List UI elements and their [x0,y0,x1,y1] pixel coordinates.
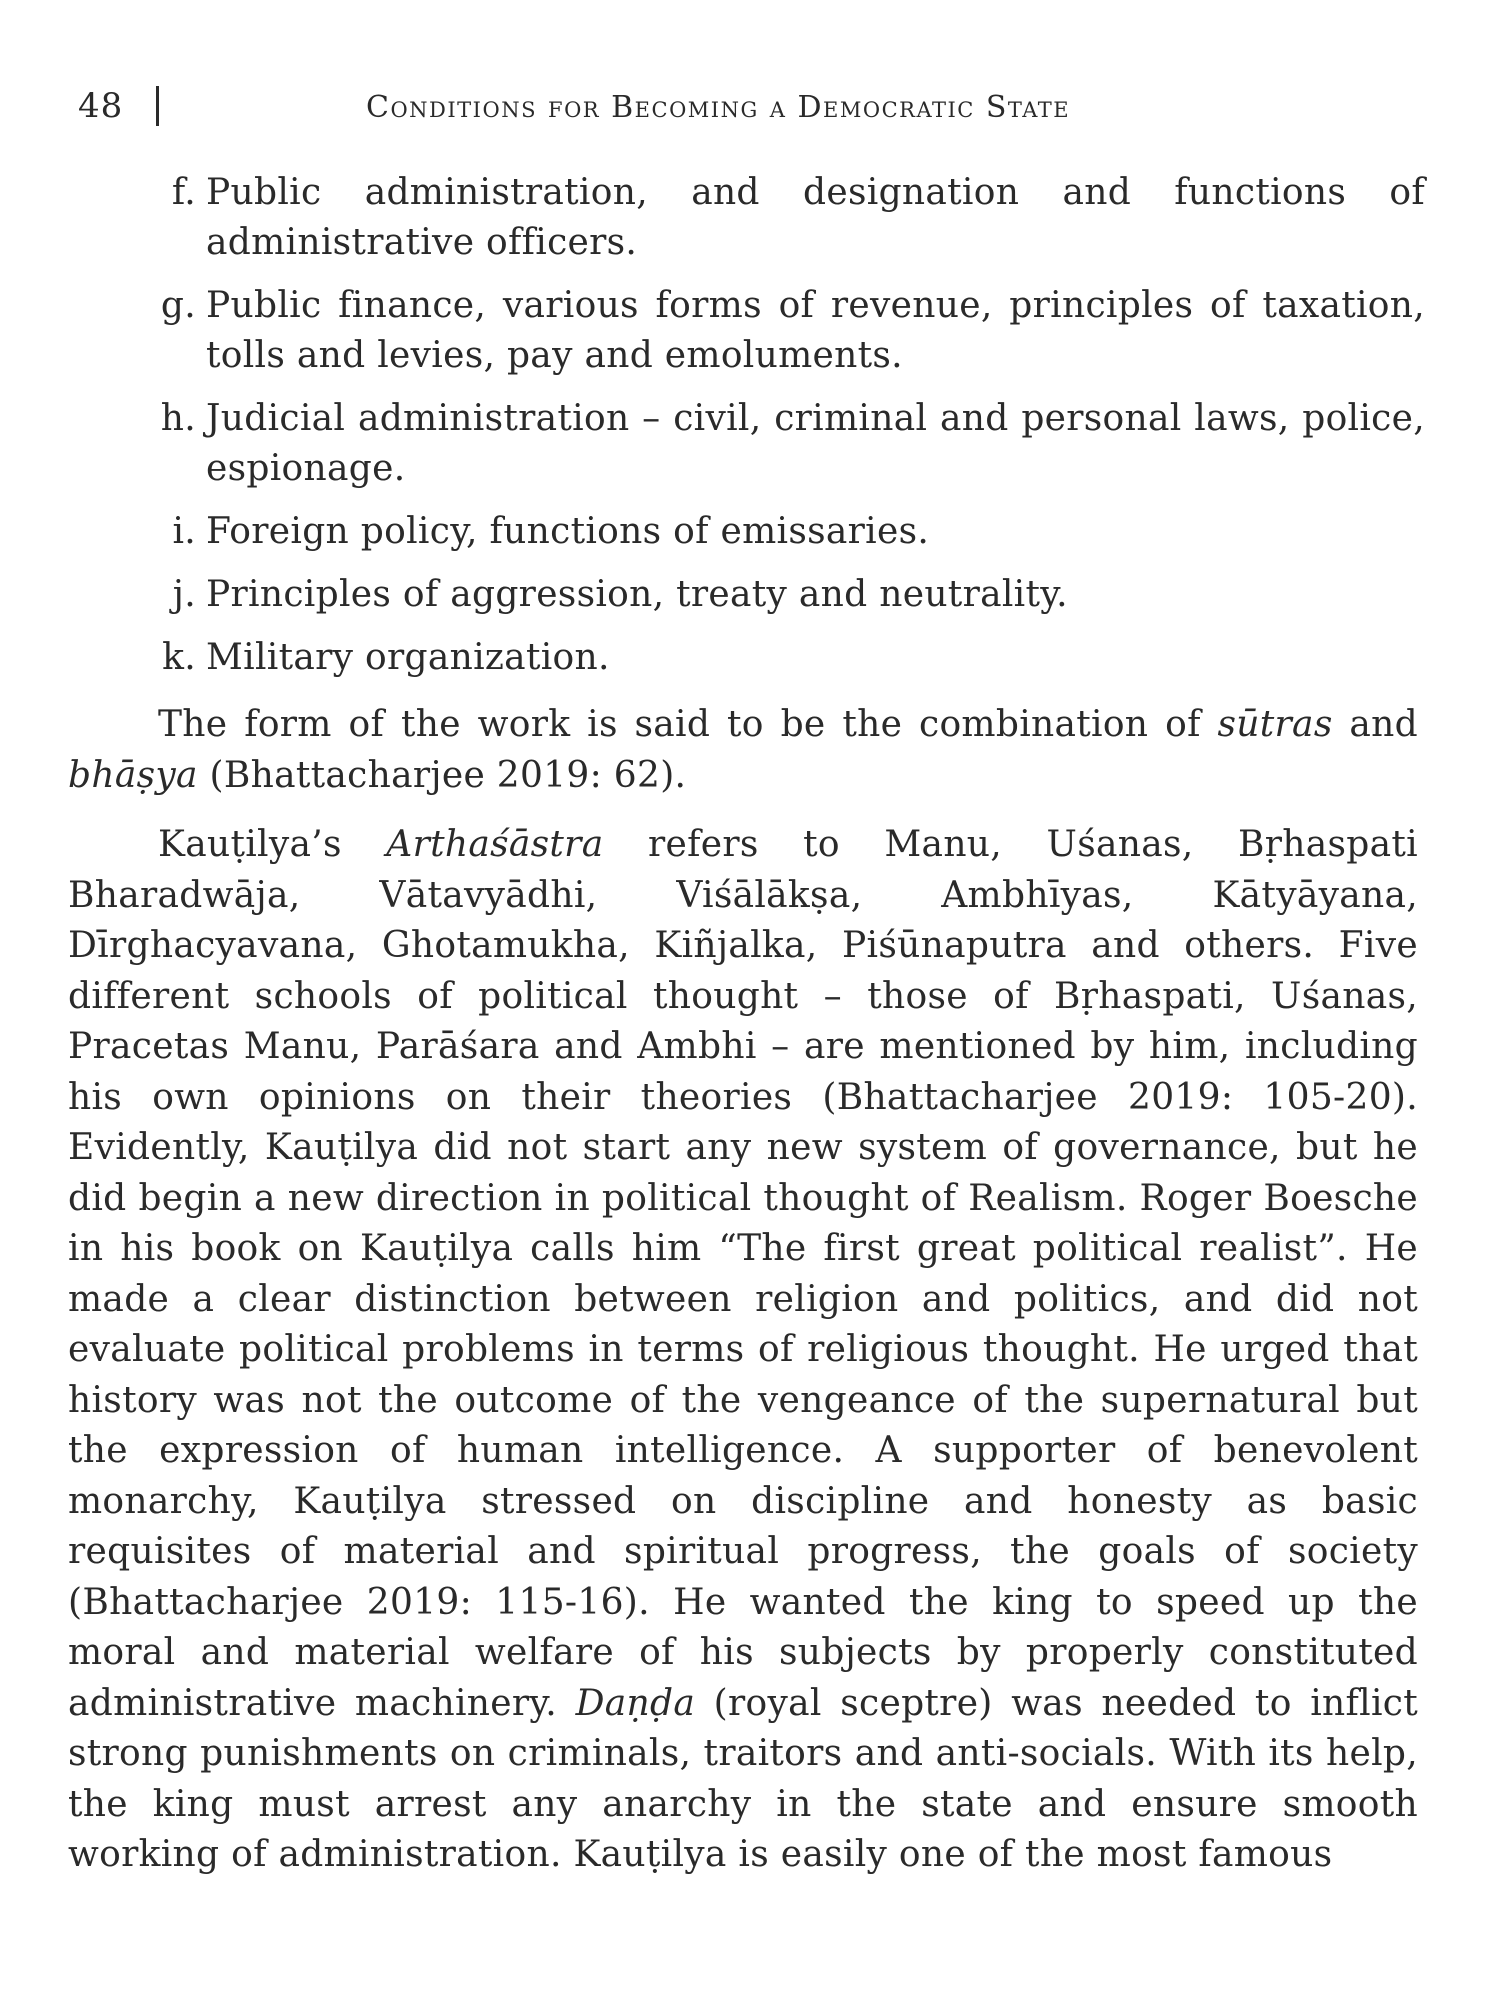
list-item-text: Military organization. [206,637,610,678]
paragraph-text: The form of the work is said to be the combination of [158,704,1218,745]
paragraph-text: Kauṭilya’s [158,824,387,865]
list-item [140,394,1425,494]
list-marker: j. [172,574,196,615]
paragraph-form-of-work [68,700,1418,801]
header-divider [156,86,159,126]
list-marker: i. [172,511,196,552]
running-title: Conditions for Becoming a Democratic State [366,90,1071,125]
list-marker: g. [160,285,196,326]
italic-term-bhasya: bhāṣya [68,754,198,796]
italic-term-arthasastra: Arthaśāstra [386,824,604,865]
list-item-text: Foreign policy, functions of emissaries. [206,511,930,552]
italic-term-danda: Daṇḍa [575,1682,696,1724]
paragraph-text: (Bhattacharjee 2019: 62). [197,754,687,796]
list-item [140,507,1425,557]
paragraph-text: refers to Manu, Uśanas, Bṛhaspati Bharadwāja, Vātavyādhi, Viśālākṣa, Ambhīyas, Kātyāyana, Dīrghacyavana, Ghotamukha, Kiñjalka, Piśūnaputra and others. Five different schools of political thought – those of Bṛhaspati, Uśanas, Pracetas Manu, Parāśara and Ambhi – are mentioned by him, including his own opinions on their theories (Bhattacharjee 2019: 105-20). Evidently, Kauṭilya did not start any new system of governance, but he did begin a new direction in political thought of Realism. Roger Boesche in his book on Kauṭilya calls him “The first great political realist”. He made a clear distinction between religion and politics, and did not evaluate political problems in terms of religious thought. He urged that history was not the outcome of the vengeance of the supernatural but the expression of human intelligence. A supporter of benevolent monarchy, Kauṭilya stressed on discipline and honesty as basic requisites of material and spiritual progress, the goals of society (Bhattacharjee 2019: 115-16). He wanted the king to speed up the moral and material welfare of his subjects by properly constituted administrative machinery. [68,824,1418,1724]
list-item-text: Public finance, various forms of revenue, principles of taxation, tolls and levies, pay and emoluments. [206,285,1425,376]
topic-list [140,168,1425,696]
list-item-text: Public administration, and designation and functions of administrative officers. [206,172,1425,263]
list-marker: h. [160,398,196,439]
list-marker: f. [171,172,196,213]
paragraph-text: and [1332,704,1418,745]
list-item [140,281,1425,381]
list-item [140,168,1425,268]
list-item-text: Judicial administration – civil, criminal and personal laws, police, espionage. [206,398,1425,489]
list-item [140,570,1425,620]
italic-term-sutras: sūtras [1217,704,1333,745]
list-item [140,633,1425,683]
list-marker: k. [162,637,196,678]
paragraph-text: (royal sceptre) was needed to inflict strong punishments on criminals, traitors and anti-socials. With its help, the king must arrest any anarchy in the state and ensure smooth working of administration. Kauṭilya is easily one of the most famous [68,1682,1418,1875]
paragraph-kautilya [68,820,1418,1881]
running-head [78,82,1408,142]
page-number: 48 [78,86,124,126]
list-item-text: Principles of aggression, treaty and neutrality. [206,574,1068,615]
